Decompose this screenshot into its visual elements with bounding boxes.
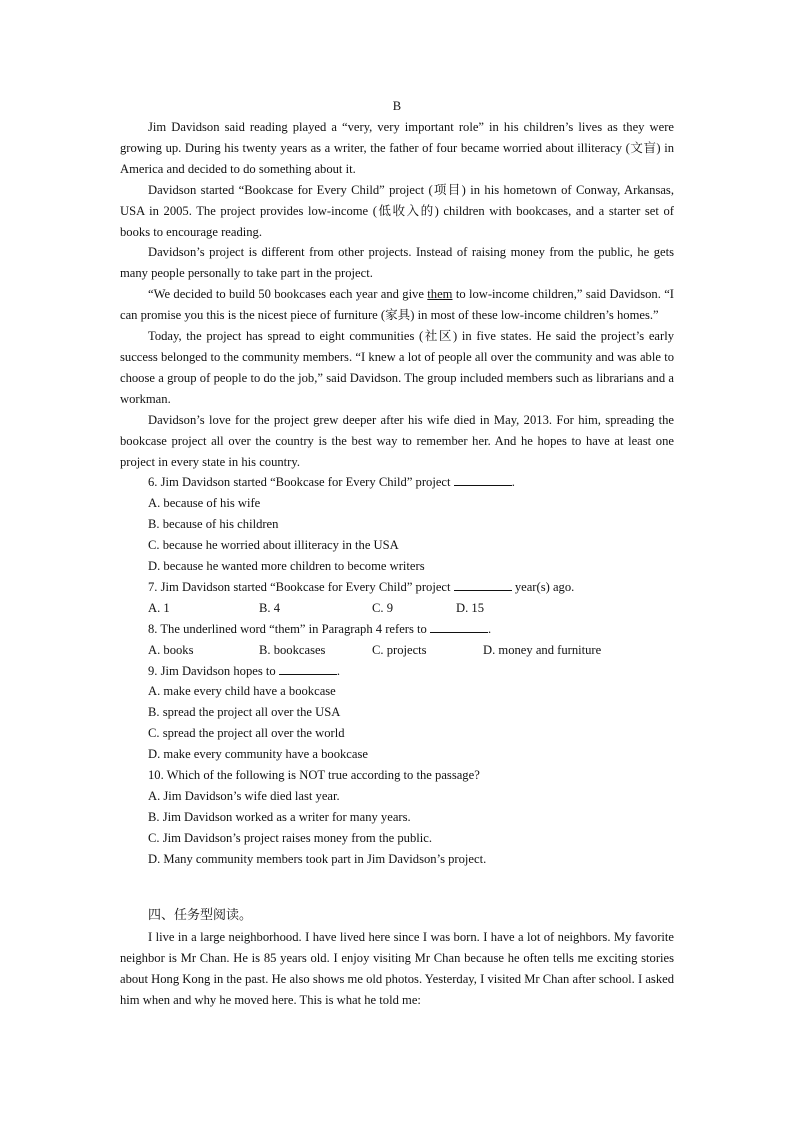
q7-option-a: A. 1 <box>148 600 170 615</box>
passage-paragraph-2: Davidson started “Bookcase for Every Child” project (项目) in his hometown of Conway, Arkansas, USA in 2005. The project provides low-income (低收入的) children with bookcases, and a starter set of books to encourage reading. <box>120 182 674 239</box>
question-10-stem: 10. Which of the following is NOT true according to the passage? <box>148 768 480 783</box>
q6-option-c: C. because he worried about illiteracy in the USA <box>148 538 399 553</box>
section-four <box>120 906 674 1011</box>
q6-option-a: A. because of his wife <box>148 496 261 511</box>
p4-text-before: “We decided to build 50 bookcases each year and give <box>148 287 428 302</box>
passage-paragraph-6: Davidson’s love for the project grew deeper after his wife died in May, 2013. For him, spreading the bookcase project all over the country is the best way to remember her. And he hopes to have at least one project in every state in his country. <box>120 412 674 469</box>
q10-option-a: A. Jim Davidson’s wife died last year. <box>148 789 340 803</box>
section-four-paragraph: I live in a large neighborhood. I have lived here since I was born. I have a lot of neighbors. My favorite neighbor is Mr Chan. He is 85 years old. I enjoy visiting Mr Chan because he often tells me exciting stories about Hong Kong in the past. He also shows me old photos. Yesterday, I visited Mr Chan after school. I asked him when and why he moved here. This is what he told me: <box>120 929 674 1007</box>
q6-option-b: B. because of his children <box>148 517 279 532</box>
q10-option-b: B. Jim Davidson worked as a writer for many years. <box>148 809 411 824</box>
q9-option-d: D. make every community have a bookcase <box>148 747 368 762</box>
q7-option-d: D. 15 <box>456 600 484 615</box>
p4-text-after: to low-income children,” said Davidson. “I can promise you this is the nicest piece of furniture (家具) in most of these low-income children’s homes.” <box>120 287 674 323</box>
q8-option-b: B. bookcases <box>259 642 326 657</box>
answer-blank <box>454 473 512 486</box>
q8-option-c: C. projects <box>372 642 427 657</box>
q10-option-d: D. Many community members took part in Jim Davidson’s project. <box>148 851 487 866</box>
q7-option-c: C. 9 <box>372 600 393 615</box>
q7-option-b: B. 4 <box>259 600 280 615</box>
answer-blank <box>454 578 512 591</box>
passage-paragraph-5: Today, the project has spread to eight communities (社区) in five states. He said the project’s early success belonged to the community members. “I knew a lot of people all over the community and was able to choose a group of people to do the job,” said Davidson. The group included members such as librarians and a workman. <box>120 329 674 406</box>
q6-option-d: D. because he wanted more children to become writers <box>148 559 425 574</box>
question-7-stem: 7. Jim Davidson started “Bookcase for Every Child” project year(s) ago. <box>148 579 575 594</box>
q9-option-a: A. make every child have a bookcase <box>148 684 336 699</box>
q8-option-d: D. money and furniture <box>483 642 602 657</box>
underlined-word-them: them <box>427 287 453 302</box>
q7-options-row <box>120 598 674 619</box>
question-9-stem: 9. Jim Davidson hopes to . <box>148 663 340 678</box>
answer-blank <box>279 662 337 675</box>
q9-option-b: B. spread the project all over the USA <box>148 705 341 720</box>
question-8-stem: 8. The underlined word “them” in Paragraph 4 refers to . <box>148 621 492 636</box>
question-6-stem: 6. Jim Davidson started “Bookcase for Every Child” project . <box>148 475 515 490</box>
section-four-title: 四、任务型阅读。 <box>148 908 253 923</box>
passage-paragraph-3: Davidson’s project is different from other projects. Instead of raising money from the public, he gets many people personally to take part in the project. <box>120 245 674 281</box>
q10-option-c: C. Jim Davidson’s project raises money from the public. <box>148 830 433 845</box>
q8-option-a: A. books <box>148 642 194 657</box>
reading-passage-b <box>120 117 674 870</box>
answer-blank <box>430 620 488 633</box>
passage-paragraph-1: Jim Davidson said reading played a “very, very important role” in his children’s lives as they were growing up. During his twenty years as a writer, the father of four became worried about illiteracy (文盲) in America and decided to do something about it. <box>120 120 674 176</box>
q8-options-row <box>120 640 674 661</box>
section-label: B <box>392 99 402 113</box>
passage-paragraph-4 <box>120 284 674 326</box>
q9-option-c: C. spread the project all over the world <box>148 726 345 741</box>
